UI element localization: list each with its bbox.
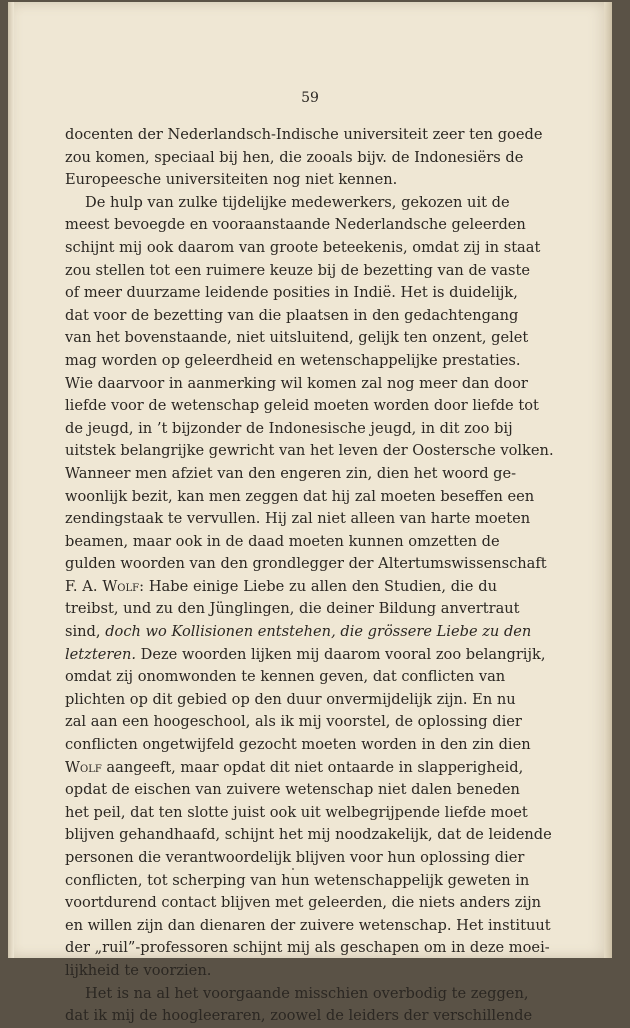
text-segment: van het bovenstaande, niet uitsluitend, gelijk ten onzent, gelet [65,329,529,347]
book-page [8,2,612,1025]
page-number: 59 [301,90,319,106]
text-line [65,644,546,667]
text-line [65,553,547,576]
text-line [65,508,531,531]
text-segment: Wolf [65,758,102,776]
text-line [65,847,525,870]
text-line [65,282,518,305]
text-segment: zou komen, speciaal bij hen, die zooals bijv. de Indonesiërs de [65,148,524,166]
text-line [65,260,530,283]
text-line [65,418,513,441]
text-segment: letzteren. [65,645,137,663]
text-segment: liefde voor de wetenschap geleid moeten worden door liefde tot [65,397,539,415]
text-line [65,192,510,215]
text-line [65,757,524,780]
text-segment: voortdurend contact blijven met geleerden, die niets anders zijn [65,894,542,912]
text-line [65,214,526,237]
text-line [65,937,550,960]
text-segment: : Habe einige Liebe zu allen den Studien, die du [139,577,497,595]
text-segment: zal aan een hoogeschool, als ik mij voorstel, de oplossing dier [65,713,522,731]
text-line [65,147,524,170]
text-line [65,350,521,373]
text-segment: De hulp van zulke tijdelijke medewerkers, gekozen uit de [85,193,510,211]
text-segment: F. A. [65,577,103,595]
text-line [65,531,500,554]
text-segment: Wolf [102,577,140,595]
text-line [65,395,539,418]
text-segment: doch wo Kollisionen entstehen, die grössere Liebe zu den [105,623,532,641]
text-segment: beamen, maar ook in de daad moeten kunnen omzetten de [65,532,500,550]
text-segment: Wie daarvoor in aanmerking wil komen zal nog meer dan door [65,374,528,392]
text-segment: woonlijk bezit, kan men zeggen dat hij zal moeten beseffen een [65,487,535,505]
text-segment: het peil, dat ten slotte juist ook uit welbegrijpende liefde moet [65,803,528,821]
text-line [65,486,535,509]
body-text [65,124,554,1028]
text-line [65,870,530,893]
text-line [65,237,541,260]
text-segment: der „ruil”-professoren schijnt mij als geschapen om in deze moei- [65,939,550,957]
text-segment: en willen zijn dan dienaren der zuivere wetenschap. Het instituut [65,916,551,934]
text-segment: zendingstaak te vervullen. Hij zal niet alleen van harte moeten [65,510,531,528]
text-line [65,960,497,983]
text-segment: uitstek belangrijke gewricht van het leven der Oostersche volken. [65,442,554,460]
text-segment: Wanneer men afziet van den engeren zin, dien het woord ge- [65,464,517,482]
text-line [65,327,529,350]
text-line [65,373,528,396]
text-segment: lijkheid te voorzien. [65,961,212,979]
text-segment: Het is na al het voorgaande misschien overbodig te zeggen, [85,984,529,1002]
text-segment: opdat de eischen van zuivere wetenschap niet dalen beneden [65,781,520,799]
text-segment: omdat zij onomwonden te kennen geven, dat conflicten van [65,668,506,686]
text-line [65,711,522,734]
text-line [65,440,554,463]
text-segment: Europeesche universiteiten nog niet kennen. [65,171,398,189]
text-segment: sind, [65,623,106,641]
text-segment: Deze woorden lijken mij daarom vooral zoo belangrijk, [136,645,546,663]
text-segment: meest bevoegde en vooraanstaande Nederlandsche geleerden [65,216,526,234]
text-line [65,598,520,621]
text-segment: zou stellen tot een ruimere keuze bij de bezetting van de vaste [65,261,530,279]
text-segment: conflicten, tot scherping van hun wetenschappelijk geweten in [65,871,530,889]
text-segment: de jeugd, in ’t bijzonder de Indonesische jeugd, in dit zoo bij [65,419,513,437]
text-segment: conflicten ongetwijfeld gezocht moeten worden in den zin dien [65,736,531,754]
text-line [65,576,497,599]
text-segment: plichten op dit gebied op den duur onvermijdelijk zijn. En nu [65,690,516,708]
text-line [65,892,542,915]
text-line [65,824,552,847]
text-line [65,1005,533,1028]
text-line [65,779,520,802]
text-line [65,734,531,757]
text-line [65,915,551,938]
text-segment: mag worden op geleerdheid en wetenschappelijke prestaties. [65,351,521,369]
text-line [65,802,528,825]
text-line [65,983,529,1006]
text-line [65,666,506,689]
print-speck [292,868,294,870]
text-line [65,124,543,147]
text-line [65,463,517,486]
text-segment: schijnt mij ook daarom van groote beteekenis, omdat zij in staat [65,238,541,256]
text-segment: gulden woorden van den grondlegger der Altertumswissenschaft [65,555,547,573]
text-segment: blijven gehandhaafd, schijnt het mij noodzakelijk, dat de leidende [65,826,552,844]
text-line [65,689,516,712]
text-segment: aangeeft, maar opdat dit niet ontaarde in slapperigheid, [101,758,524,776]
text-line [65,305,519,328]
text-segment: personen die verantwoordelijk blijven voor hun oplossing dier [65,849,525,866]
page-spine-shadow [8,2,14,958]
text-segment: of meer duurzame leidende posities in Indië. Het is duidelijk, [65,284,518,302]
text-line [65,621,532,644]
text-segment: docenten der Nederlandsch-Indische universiteit zeer ten goede [65,126,543,143]
text-segment: treibst, und zu den Jünglingen, die deiner Bildung anvertraut [65,600,520,618]
text-segment: dat ik mij de hoogleeraren, zoowel de leiders der verschillende [65,1007,533,1025]
text-segment: dat voor de bezetting van die plaatsen in den gedachtengang [65,306,519,324]
page-edge [604,2,612,958]
text-line [65,169,497,192]
